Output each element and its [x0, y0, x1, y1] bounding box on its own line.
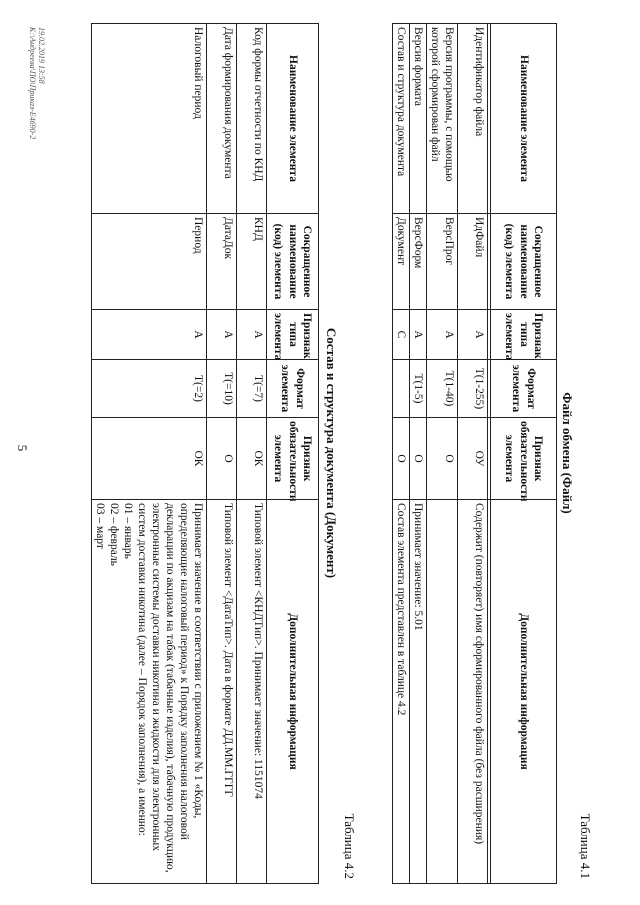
- table-cell: Версия программы, с помощью которой сформирован файл: [426, 23, 457, 213]
- table-row: [237, 23, 267, 883]
- column-header: Признак типа элемента: [267, 309, 319, 359]
- table-cell: T(1-255): [458, 359, 488, 417]
- table-cell: Период: [91, 213, 206, 309]
- column-header: Признак обязательности элемента: [491, 417, 557, 499]
- table-cell: ОК: [91, 417, 206, 499]
- column-header: Сокращенное наименование (код) элемента: [267, 213, 319, 309]
- table-row: [91, 23, 206, 883]
- table-cell: ВерсФорм: [409, 213, 426, 309]
- table-cell: Версия формата: [409, 23, 426, 213]
- table-cell: ВерсПрог: [426, 213, 457, 309]
- table-cell: А: [409, 309, 426, 359]
- table-cell: КНД: [237, 213, 267, 309]
- table-row: [458, 23, 488, 883]
- stamp-path: К:\Андреева\ПО\Приказ-Е4690-2: [27, 26, 37, 139]
- table-cell: Налоговый период: [91, 23, 206, 213]
- table-cell: Состав и структура документа: [392, 23, 409, 213]
- table-cell: [426, 499, 457, 883]
- table-cell: О: [426, 417, 457, 499]
- table-title: Состав и структура документа (Документ): [324, 327, 339, 578]
- table-cell: А: [426, 309, 457, 359]
- table-header-row: [491, 23, 557, 883]
- month-item: 03 – март: [93, 502, 106, 549]
- table-cell: T(=10): [207, 359, 237, 417]
- table-cell: Типовой элемент <ДатаТип>. Дата в формате ДД.ММ.ГГГГ: [207, 499, 237, 883]
- month-item: 02 – февраль: [107, 502, 120, 566]
- table-cell: [392, 359, 409, 417]
- table-cell: Состав элемента представлен в таблице 4.2: [392, 499, 409, 883]
- column-header: Наименование элемента: [267, 23, 319, 213]
- column-header: Признак обязательности элемента: [267, 417, 319, 499]
- table-cell: Идентификатор файла: [458, 23, 488, 213]
- column-header: Дополнительная информация: [267, 499, 319, 883]
- column-header: Сокращенное наименование (код) элемента: [491, 213, 557, 309]
- table-cell: T(1-40): [426, 359, 457, 417]
- column-header: Признак типа элемента: [491, 309, 557, 359]
- table-cell: Документ: [392, 213, 409, 309]
- table-cell: ОК: [237, 417, 267, 499]
- column-header: Формат элемента: [491, 359, 557, 417]
- table-cell: А: [207, 309, 237, 359]
- table-cell: А: [458, 309, 488, 359]
- table-cell: ОУ: [458, 417, 488, 499]
- table-cell: T(1-5): [409, 359, 426, 417]
- table-cell: Типовой элемент <КНДТип>. Принимает значение: 1151074: [237, 499, 267, 883]
- table-cell: Принимает значение: 5.01: [409, 499, 426, 883]
- table-cell: T(=7): [237, 359, 267, 417]
- table-cell: Код формы отчетности по КНД: [237, 23, 267, 213]
- table-cell: А: [237, 309, 267, 359]
- column-header: Формат элемента: [267, 359, 319, 417]
- table-cell: О: [392, 417, 409, 499]
- column-header: Наименование элемента: [491, 23, 557, 213]
- table-cell: С: [392, 309, 409, 359]
- table-row: [409, 23, 426, 883]
- table-cell: T(=2): [91, 359, 206, 417]
- table-cell: ИдФайл: [458, 213, 488, 309]
- table-cell: О: [207, 417, 237, 499]
- file-stamp: [27, 27, 46, 139]
- rotated-page-content: [25, 23, 615, 883]
- table-cell: Дата формирования документа: [207, 23, 237, 213]
- table-row: [426, 23, 457, 883]
- table-cell: Содержит (повторяет) имя сформированного файла (без расширения): [458, 499, 488, 883]
- month-item: 01 – январь: [121, 502, 134, 559]
- table-4-1: [392, 23, 557, 884]
- month-list: [93, 503, 135, 880]
- table-row: [207, 23, 237, 883]
- table-number: Таблица 4.2: [342, 813, 357, 879]
- table-cell: ДатаДок: [207, 213, 237, 309]
- page-number: 5: [15, 444, 30, 452]
- column-header: Дополнительная информация: [491, 499, 557, 883]
- period-description: Принимает значение в соответствии с приложением № 1 «Коды, определяющие налоговый период» к Порядку заполнения налоговой декларации по акцизам на табак (табачные изделия), табачную продукцию, электронные системы доставки никотина и жидкости для электронных систем доставки никотина (далее – Порядок заполнения), а именно:: [135, 502, 204, 873]
- table-title: Файл обмена (Файл): [560, 391, 575, 514]
- table-cell: [91, 499, 206, 883]
- table-spacer-row: [488, 23, 491, 883]
- stamp-date: 19.02.2019 13:58: [37, 26, 47, 84]
- table-4-2: [91, 23, 319, 884]
- table-number: Таблица 4.1: [578, 813, 593, 879]
- table-cell: А: [91, 309, 206, 359]
- table-cell: О: [409, 417, 426, 499]
- table-header-row: [267, 23, 319, 883]
- table-row: [392, 23, 409, 883]
